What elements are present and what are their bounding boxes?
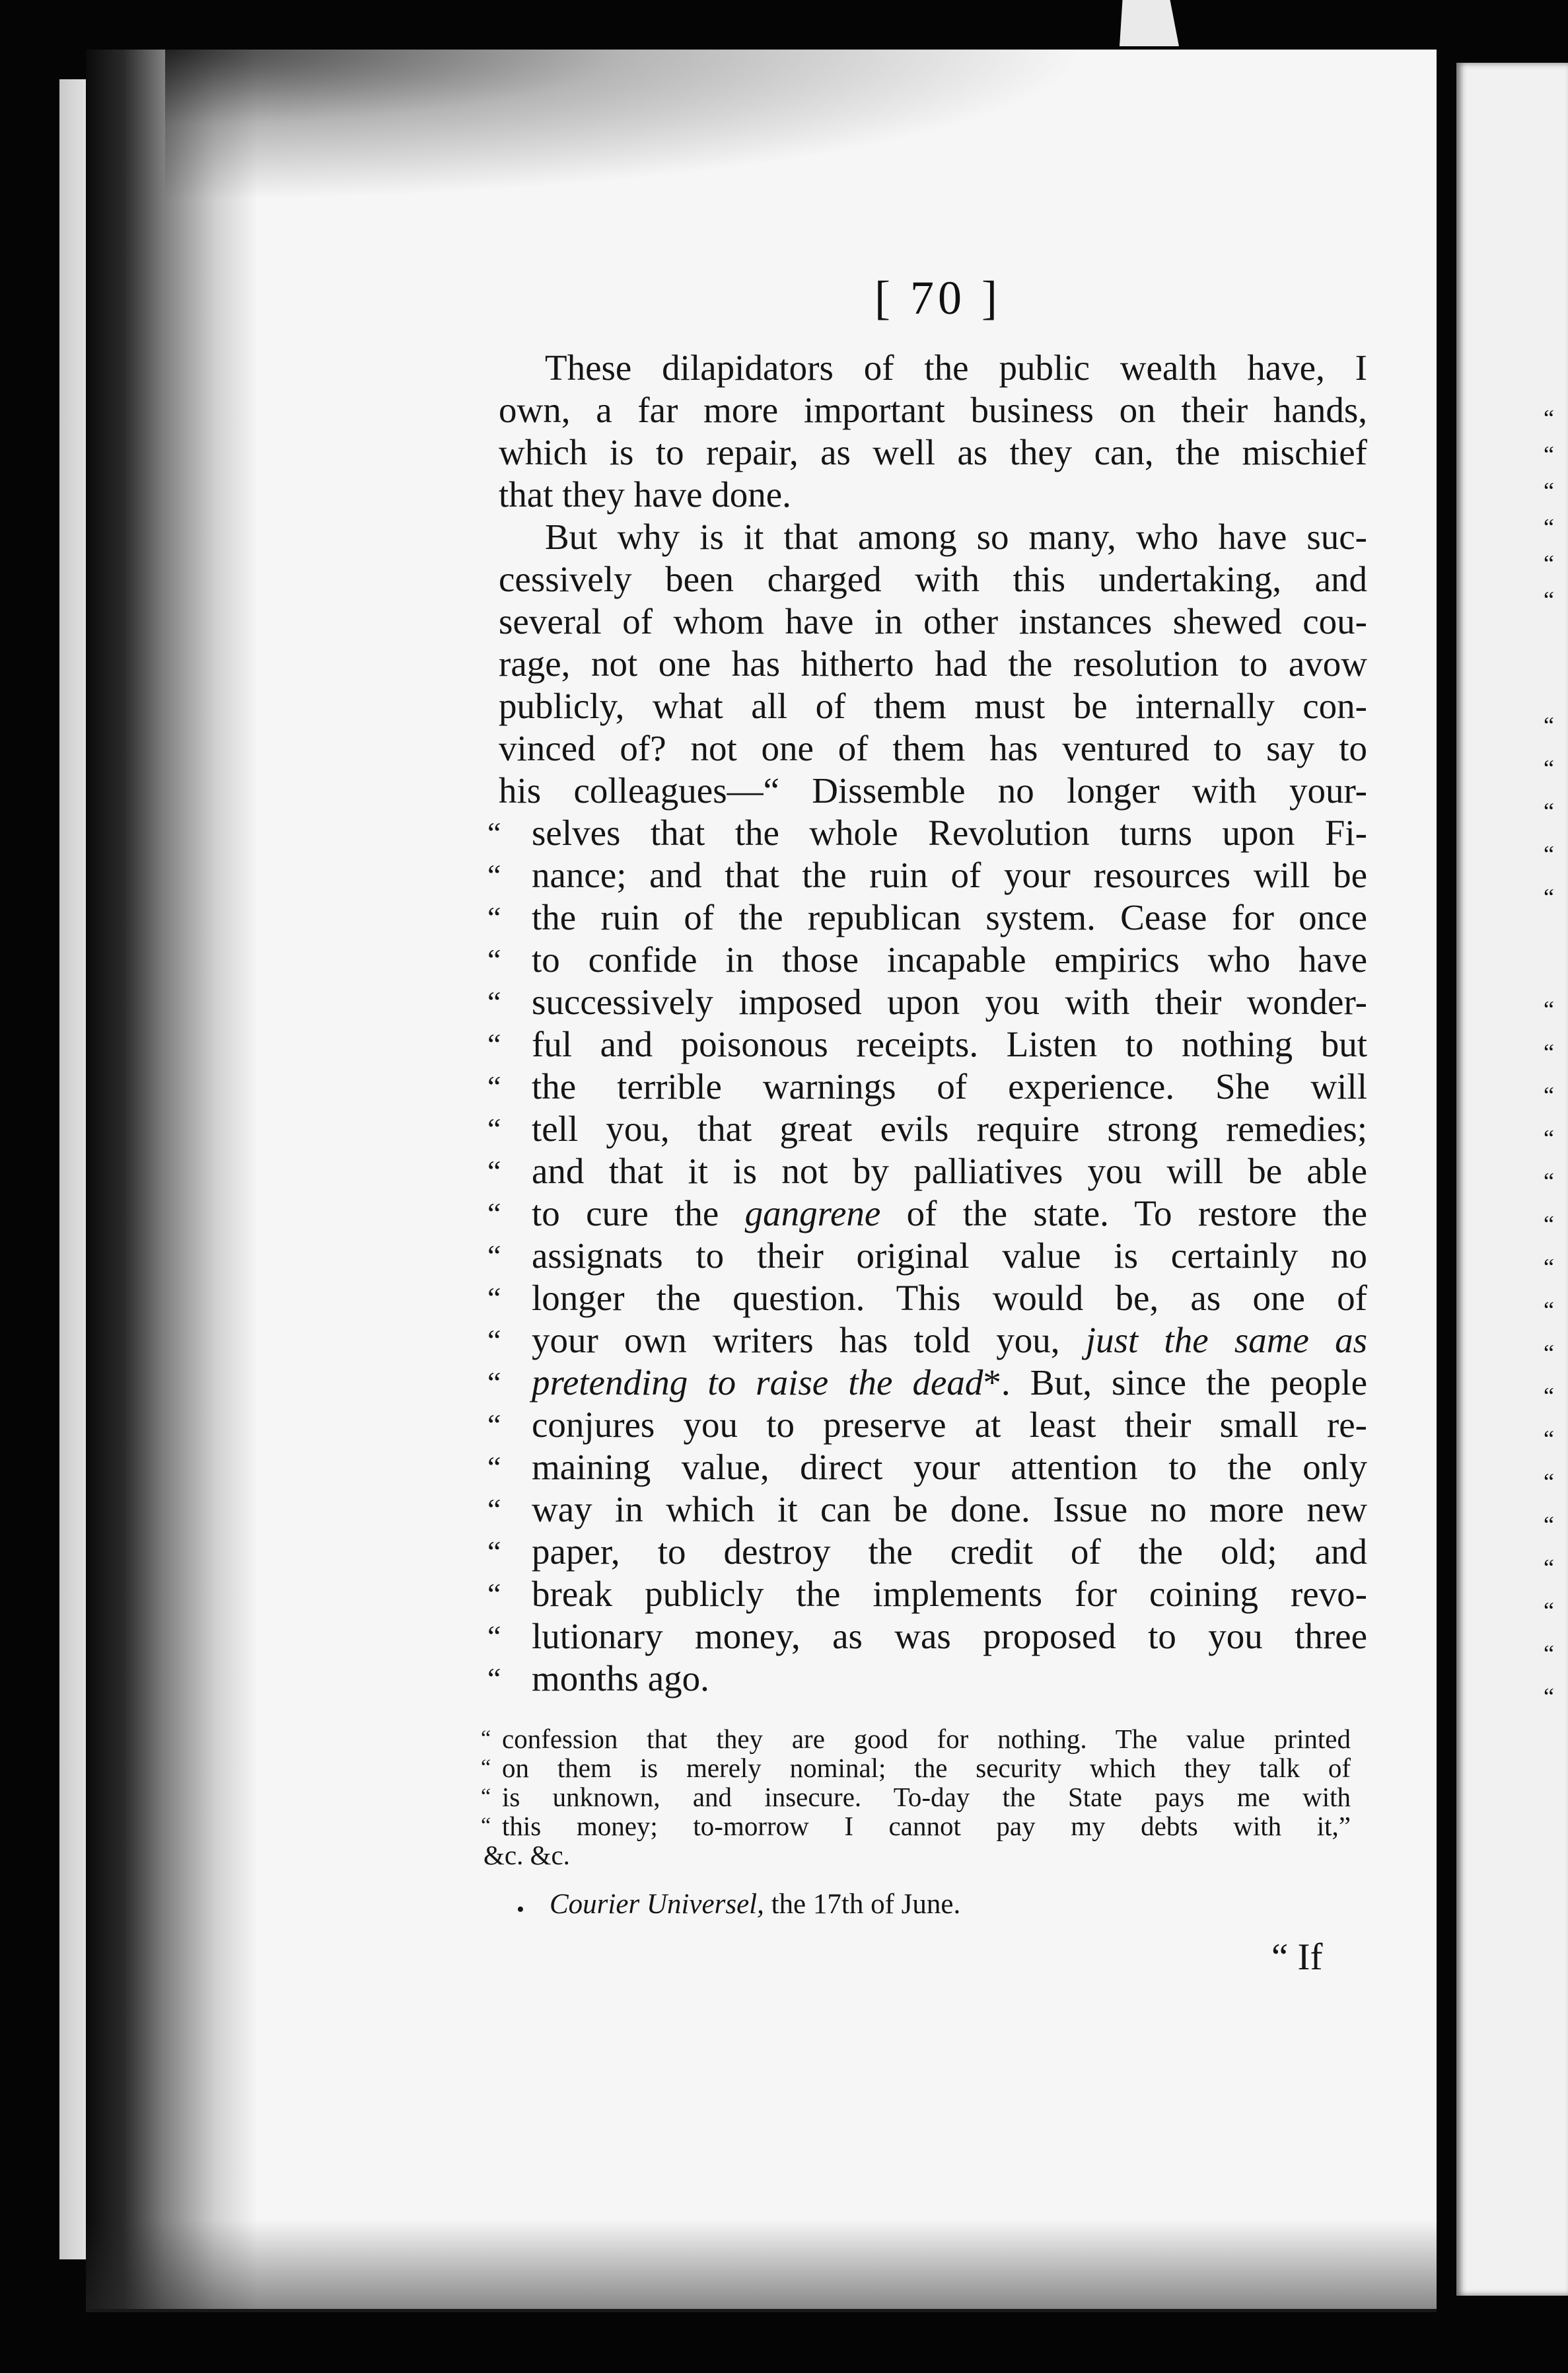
text-line: successively imposed upon you with their wonder- (532, 982, 1367, 1022)
quote-mark: “ (487, 1154, 501, 1188)
text-line: nance; and that the ruin of your resources will be (532, 855, 1367, 895)
facing-page-quote-mark: “ (1544, 1211, 1554, 1237)
text-line: his colleagues—“ Dissemble no longer with your- (499, 770, 1367, 811)
facing-page-quote-mark: “ (1544, 1426, 1554, 1452)
text-line: pretending to raise the dead*. But, since the people (532, 1362, 1367, 1403)
facing-page-quote-mark: “ (1544, 1512, 1554, 1538)
facing-page-quote-mark: “ (1544, 405, 1554, 431)
text-line: selves that the whole Revolution turns upon Fi- (532, 813, 1367, 853)
quote-mark: “ (487, 1492, 501, 1526)
text-line: rage, not one has hitherto had the resolution to avow (499, 643, 1367, 684)
facing-page-quote-mark: “ (1544, 1125, 1554, 1151)
footnote (550, 1888, 960, 1920)
facing-page-quote-mark: “ (1544, 884, 1554, 910)
text-line: to cure the gangrene of the state. To restore the (532, 1193, 1368, 1233)
text-line: cessively been charged with this undertaking, and (499, 559, 1367, 599)
facing-page-quote-mark: “ (1544, 1254, 1554, 1280)
facing-page-quote-mark: “ (1544, 841, 1554, 867)
quote-mark: “ (487, 1619, 501, 1653)
text-line: break publicly the implements for coining revo- (532, 1574, 1367, 1614)
binding-shadow (86, 50, 258, 2309)
quote-mark: “ (481, 1784, 491, 1809)
note-line: confession that they are good for nothing. The value printed (502, 1724, 1351, 1754)
text-line: longer the question. This would be, as one of (532, 1278, 1367, 1318)
facing-page-quote-mark: “ (1544, 798, 1554, 824)
facing-page-quote-mark: “ (1544, 550, 1554, 577)
text-line: the terrible warnings of experience. She will (532, 1066, 1367, 1107)
quote-mark: “ (487, 1239, 501, 1272)
facing-page-quote-mark: “ (1544, 712, 1554, 739)
quote-mark: “ (481, 1755, 491, 1780)
facing-page-quote-mark: “ (1544, 996, 1554, 1023)
note-line: on them is merely nominal; the security which they talk of (502, 1753, 1351, 1783)
text-line: These dilapidators of the public wealth have, I (545, 347, 1367, 388)
facing-page-quote-mark: “ (1544, 478, 1554, 504)
note-line: &c. &c. (483, 1840, 570, 1870)
text-line: But why is it that among so many, who have suc- (545, 517, 1367, 557)
quote-mark: “ (487, 1408, 501, 1442)
text-line: way in which it can be done. Issue no more new (532, 1489, 1367, 1529)
quote-mark: “ (487, 1366, 501, 1399)
quote-mark: “ (487, 1196, 501, 1230)
text-line: own, a far more important business on their hands, (499, 390, 1367, 430)
facing-page-quote-mark: “ (1544, 755, 1554, 782)
facing-page-quote-mark: “ (1544, 1340, 1554, 1366)
top-shadow (165, 50, 1090, 201)
quote-mark: “ (487, 858, 501, 892)
quote-mark: “ (487, 1323, 501, 1357)
quote-mark: “ (481, 1813, 491, 1838)
text-line: tell you, that great evils require strong remedies; (532, 1109, 1367, 1149)
bottom-shadow (86, 2220, 1437, 2312)
facing-page-quote-mark: “ (1544, 1554, 1554, 1581)
facing-page-quote-mark: “ (1544, 1469, 1554, 1495)
facing-page-quote-mark: “ (1544, 1640, 1554, 1667)
facing-page-quote-mark: “ (1544, 1683, 1554, 1710)
text-line: assignats to their original value is certainly no (532, 1235, 1367, 1276)
text-line: the ruin of the republican system. Cease for once (532, 897, 1367, 937)
quote-mark: “ (487, 900, 501, 934)
quote-mark: “ (487, 816, 501, 850)
quote-mark: “ (481, 1726, 491, 1751)
text-line: lutionary money, as was proposed to you three (532, 1616, 1367, 1656)
text-line: ful and poisonous receipts. Listen to nothing but (532, 1024, 1367, 1064)
facing-page-quote-mark: “ (1544, 1597, 1554, 1624)
quote-mark: “ (487, 1027, 501, 1061)
catchword: “ If (1271, 1936, 1323, 1978)
footnote-date: the 17th of June. (771, 1889, 961, 1920)
text-line: and that it is not by palliatives you will be able (532, 1151, 1367, 1191)
facing-page-quote-mark: “ (1544, 1168, 1554, 1194)
facing-page-quote-mark: “ (1544, 1082, 1554, 1109)
quote-mark: “ (487, 985, 501, 1019)
text-line: your own writers has told you, just the same as (532, 1320, 1367, 1360)
note-line: this money; to-morrow I cannot pay my debts with it,” (502, 1811, 1351, 1841)
text-line: conjures you to preserve at least their small re- (532, 1405, 1367, 1445)
quote-mark: “ (487, 1281, 501, 1315)
quote-mark: “ (487, 1070, 501, 1103)
text-line: paper, to destroy the credit of the old; and (532, 1531, 1367, 1572)
text-line: several of whom have in other instances shewed cou- (499, 601, 1367, 641)
quote-mark: “ (487, 1661, 501, 1695)
text-line: to confide in those incapable empirics who have (532, 939, 1367, 980)
quote-mark: “ (487, 1535, 501, 1568)
quote-mark: “ (487, 1112, 501, 1146)
text-line: publicly, what all of them must be internally con- (499, 686, 1367, 726)
facing-page-quote-mark: “ (1544, 587, 1554, 613)
text-line: vinced of? not one of them has ventured to say to (499, 728, 1367, 768)
text-line: months ago. (532, 1658, 709, 1698)
note-line: is unknown, and insecure. To-day the State pays me with (502, 1782, 1351, 1812)
facing-page-quote-mark: “ (1544, 514, 1554, 540)
text-line: maining value, direct your attention to the only (532, 1447, 1367, 1487)
text-line: which is to repair, as well as they can, the mischief (499, 432, 1367, 472)
paper-tab (1120, 0, 1179, 46)
quote-mark: “ (487, 1577, 501, 1611)
facing-page-quote-mark: “ (1544, 1039, 1554, 1066)
facing-page-quote-mark: “ (1544, 441, 1554, 468)
text-line: that they have done. (499, 474, 791, 515)
facing-page-quote-mark: “ (1544, 1383, 1554, 1409)
footnote-marker: • (517, 1897, 524, 1922)
facing-page-quote-mark: “ (1544, 1297, 1554, 1323)
page-number: [ 70 ] (874, 272, 1001, 324)
footnote-source: Courier Universel, (550, 1889, 764, 1920)
quote-mark: “ (487, 943, 501, 976)
quote-mark: “ (487, 1450, 501, 1484)
